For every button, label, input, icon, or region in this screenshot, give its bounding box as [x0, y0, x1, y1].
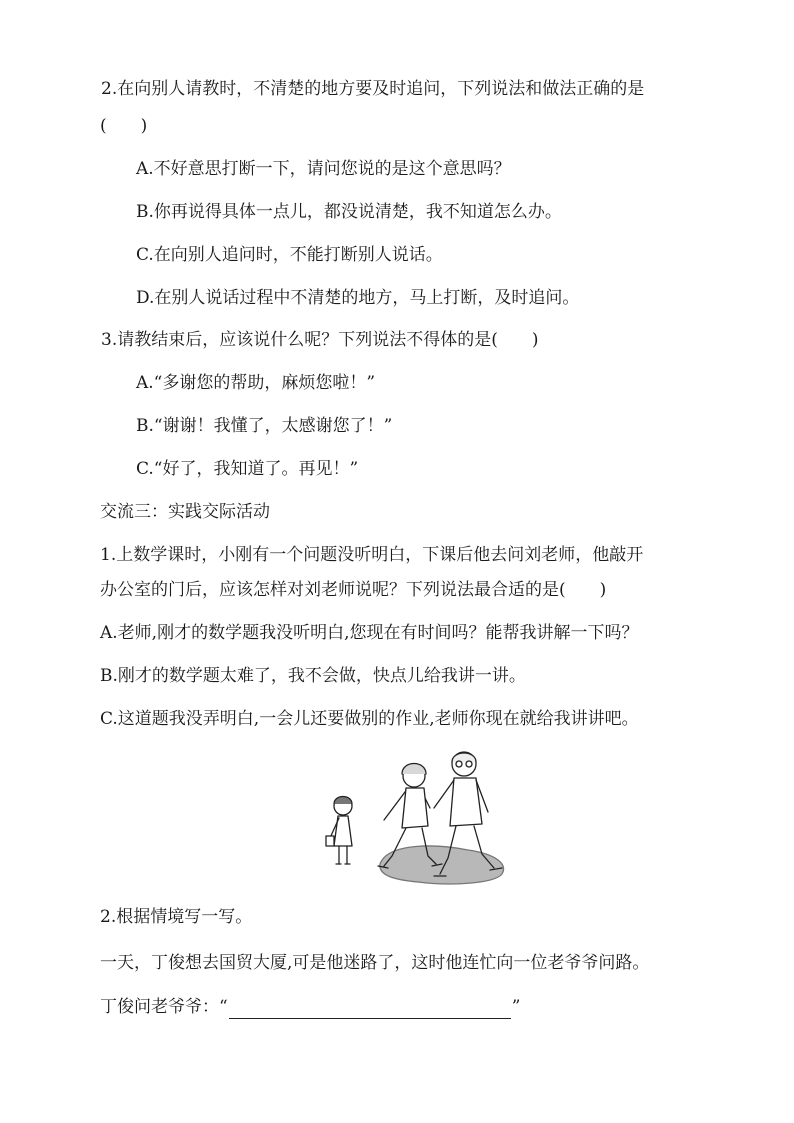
q3-stem: 3.请教结束后，应该说什么呢？下列说法不得体的是( )	[101, 330, 539, 350]
q3-option-b: B.“谢谢！我懂了，太感谢您了！”	[136, 416, 393, 436]
q2-stem-line2: ( )	[100, 116, 148, 136]
s3-q1-option-c: C.这道题我没弄明白,一会儿还要做别的作业,老师你现在就给我讲讲吧。	[100, 709, 639, 729]
q2-option-b: B.你再说得具体一点儿，都没说清楚，我不知道怎么办。	[136, 202, 562, 222]
girl-figure	[326, 797, 352, 865]
q2-option-a: A.不好意思打断一下，请问您说的是这个意思吗？	[136, 159, 511, 179]
q2-option-c: C.在向别人追问时，不能打断别人说话。	[136, 245, 443, 265]
elderly-couple-and-girl-illustration	[318, 746, 510, 886]
section3-title: 交流三：实践交际活动	[100, 502, 270, 522]
s3-q2-scenario: 一天，丁俊想去国贸大厦,可是他迷路了，这时他连忙向一位老爷爷问路。	[100, 953, 650, 973]
answer-prefix: 丁俊问老爷爷：“	[100, 997, 228, 1017]
answer-blank[interactable]	[229, 998, 511, 1019]
answer-suffix: ”	[511, 997, 521, 1017]
s3-q2-stem: 2.根据情境写一写。	[100, 907, 253, 927]
s3-q1-option-b: B.刚才的数学题太难了，我不会做，快点儿给我讲一讲。	[100, 666, 526, 686]
q3-option-c: C.“好了，我知道了。再见！”	[136, 459, 359, 479]
q2-option-d: D.在别人说话过程中不清楚的地方，马上打断，及时追问。	[136, 288, 580, 308]
q2-stem-line1: 2.在向别人请教时，不清楚的地方要及时追问，下列说法和做法正确的是	[101, 79, 645, 99]
q3-option-a: A.“多谢您的帮助，麻烦您啦！”	[136, 373, 376, 393]
s3-q1-stem-line2: 办公室的门后，应该怎样对刘老师说呢？下列说法最合适的是( )	[100, 580, 607, 600]
ground-patch-shape	[380, 846, 504, 884]
s3-q2-answer-line	[100, 995, 520, 1019]
s3-q1-option-a: A.老师,刚才的数学题我没听明白,您现在有时间吗？能帮我讲解一下吗？	[100, 623, 639, 643]
s3-q1-stem-line1: 1.上数学课时，小刚有一个问题没听明白，下课后他去问刘老师，他敲开	[100, 545, 644, 565]
